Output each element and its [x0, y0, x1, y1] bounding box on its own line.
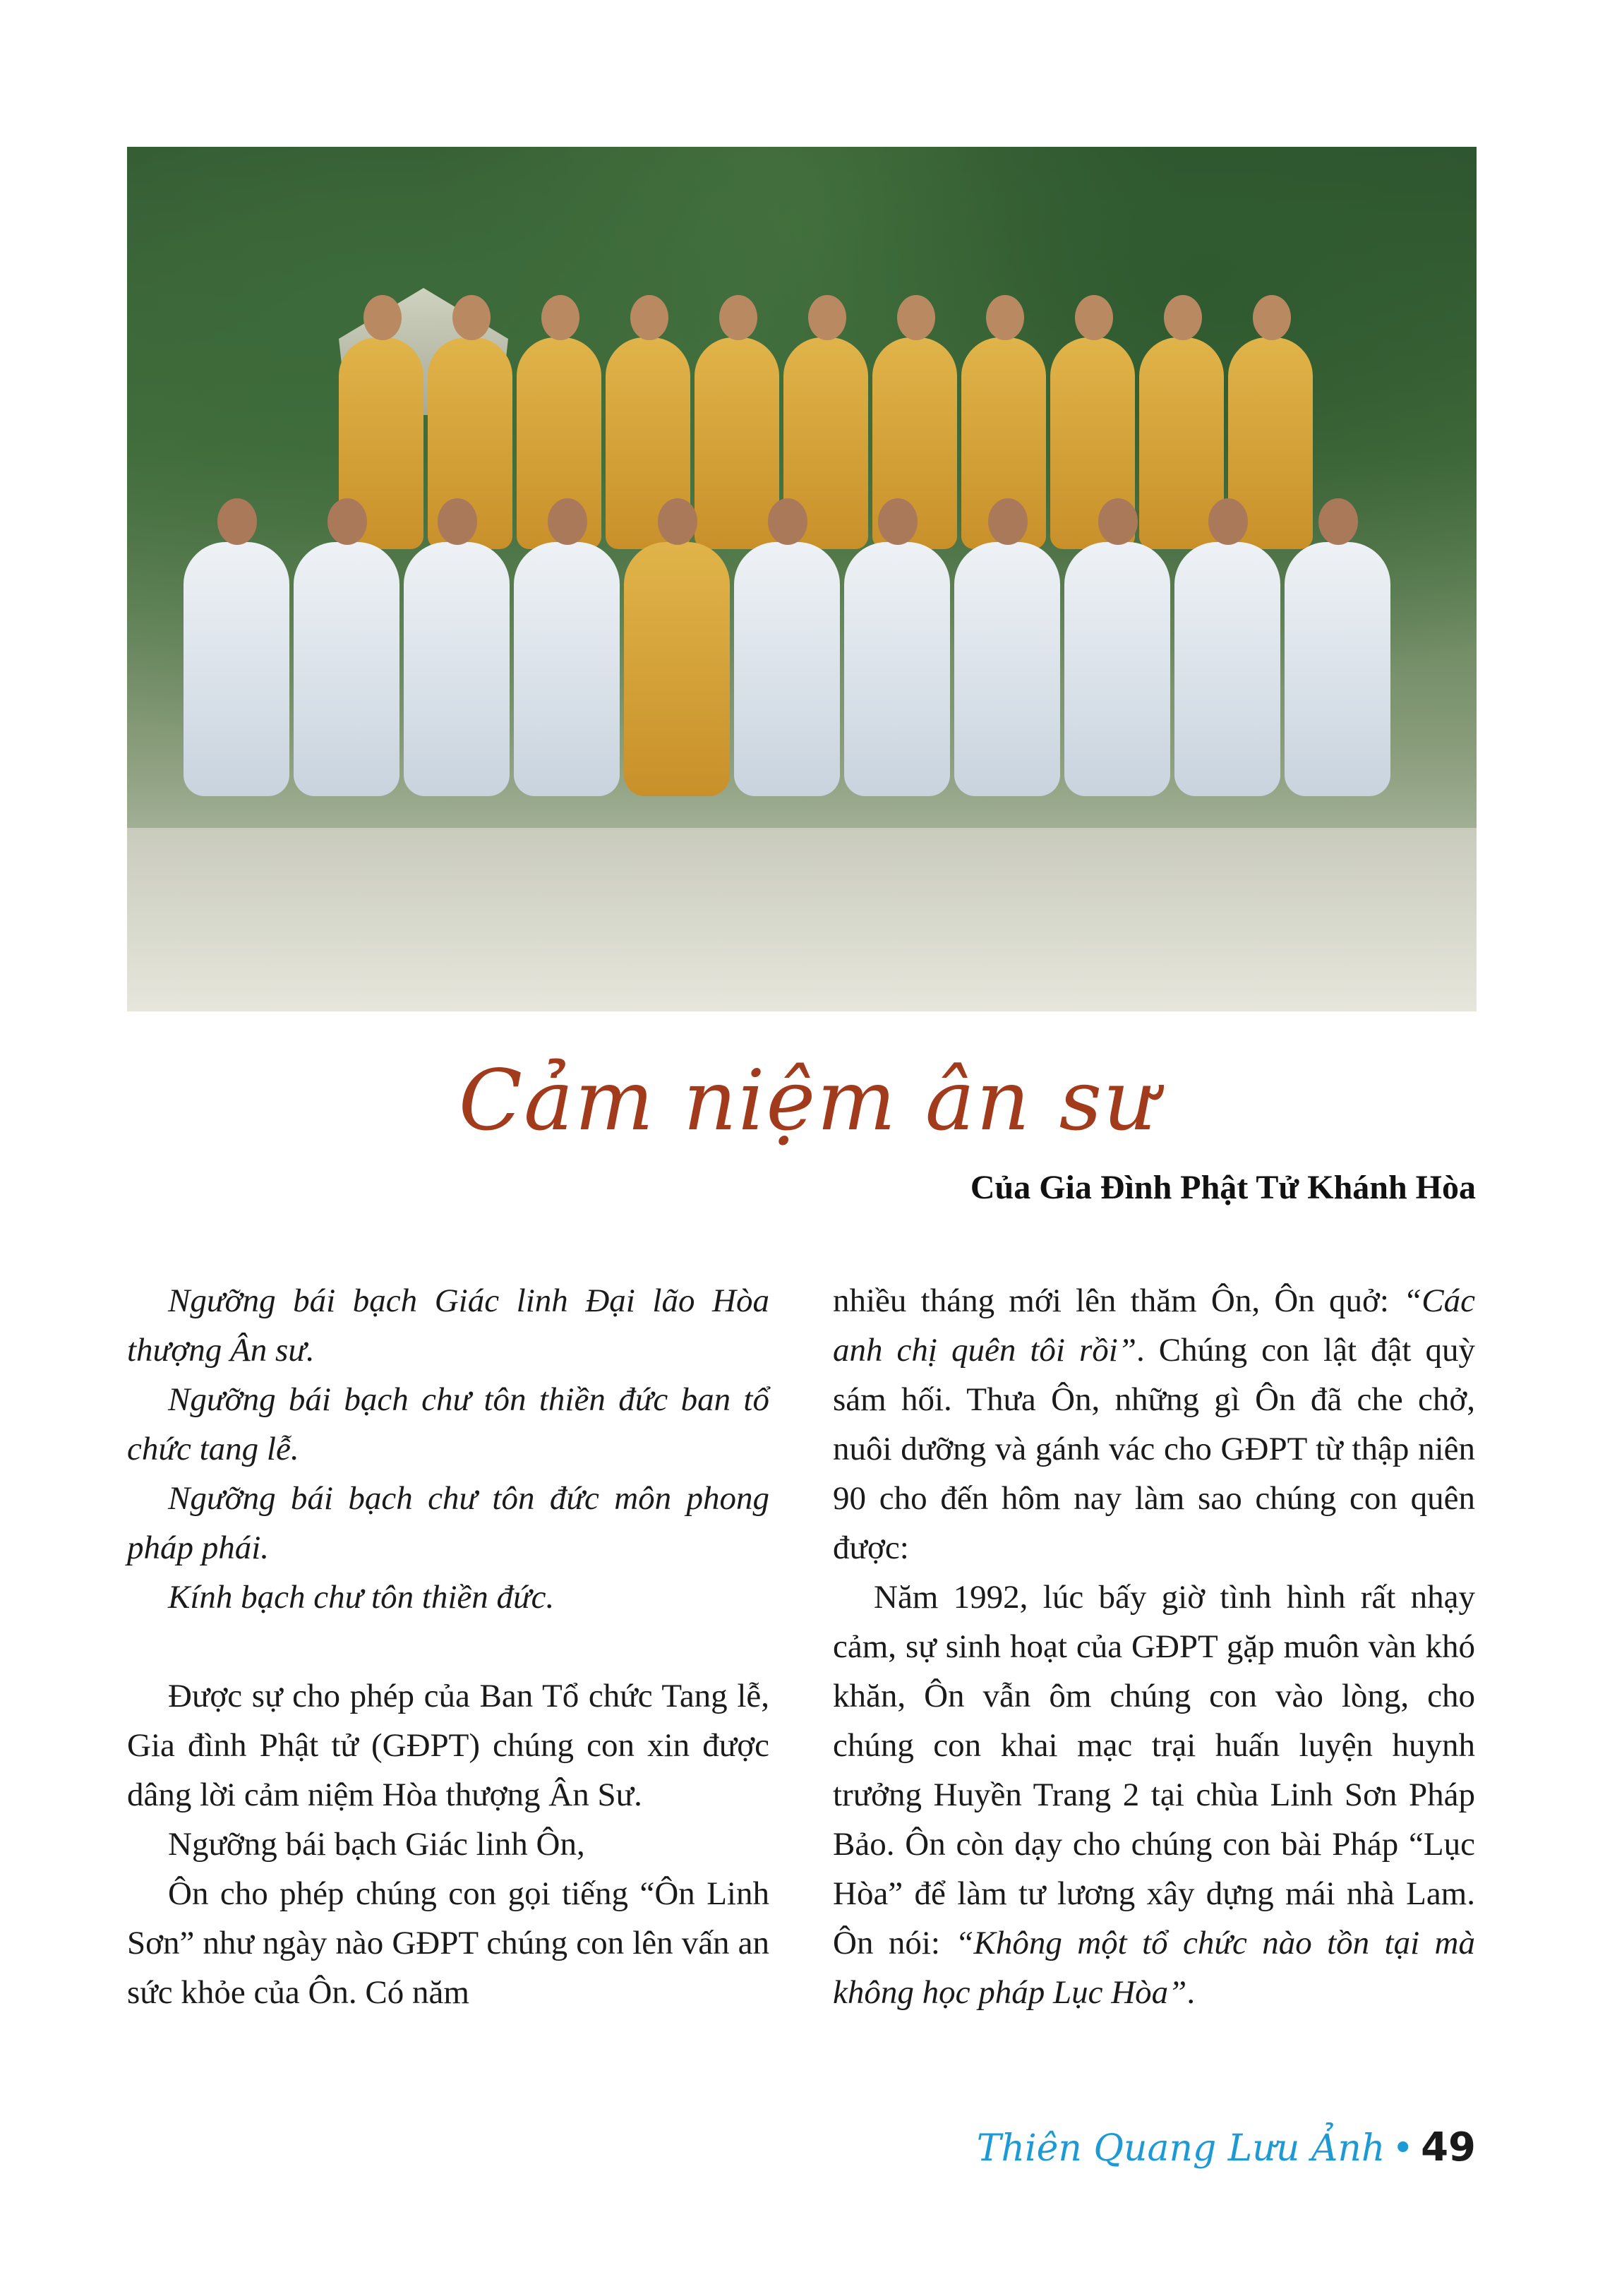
back-row-monks [339, 337, 1313, 549]
magazine-name: Thiên Quang Lưu Ảnh [976, 2127, 1385, 2170]
paragraph: Ngưỡng bái bạch chư tôn đức môn phong pháp phái. [127, 1480, 769, 1566]
ground [127, 828, 1477, 1011]
front-row-laypeople [184, 542, 1390, 796]
separator-dot: • [1392, 2127, 1414, 2170]
page-number: 49 [1421, 2124, 1476, 2170]
paragraph: nhiều tháng mới lên thăm Ôn, Ôn quở: “Các anh chị quên tôi rồi”. Chúng con lật đật quỳ sám hối. Thưa Ôn, những gì Ôn đã che chở, nuôi dưỡng và gánh vác cho GĐPT từ thập niên 90 cho đến hôm nay làm sao chúng con quên được: [833, 1282, 1475, 1566]
paragraph: Ngưỡng bái bạch Giác linh Ôn, [168, 1826, 585, 1863]
left-column [127, 1276, 769, 2017]
paragraph: Ôn cho phép chúng con gọi tiếng “Ôn Linh Sơn” như ngày nào GĐPT chúng con lên vấn an sức khỏe của Ôn. Có năm [127, 1875, 769, 2011]
paragraph: Kính bạch chư tôn thiền đức. [168, 1579, 555, 1616]
article-title: Cảm niệm ân sư [458, 1052, 1159, 1149]
paragraph: Năm 1992, lúc bấy giờ tình hình rất nhạy cảm, sự sinh hoạt của GĐPT gặp muôn vàn khó khăn, Ôn vẫn ôm chúng con vào lòng, cho chúng con khai mạc trại huấn luyện huynh trưởng Huyền Trang 2 tại chùa Linh Sơn Pháp Bảo. Ôn còn dạy cho chúng con bài Pháp “Lục Hòa” để làm tư lương xây dựng mái nhà Lam. Ôn nói: “Không một tổ chức nào tồn tại mà không học pháp Lục Hòa”. [833, 1579, 1475, 2011]
article-byline: Của Gia Đình Phật Tử Khánh Hòa [970, 1169, 1476, 1206]
group-photo [127, 147, 1477, 1011]
right-column [833, 1276, 1475, 2017]
paragraph: Được sự cho phép của Ban Tổ chức Tang lễ, Gia đình Phật tử (GĐPT) chúng con xin được dâng lời cảm niệm Hòa thượng Ân Sư. [127, 1678, 769, 1813]
paragraph: Ngưỡng bái bạch chư tôn thiền đức ban tổ chức tang lễ. [127, 1381, 769, 1467]
paragraph: Ngưỡng bái bạch Giác linh Đại lão Hòa thượng Ân sư. [127, 1282, 769, 1369]
page-footer [977, 2124, 1476, 2170]
